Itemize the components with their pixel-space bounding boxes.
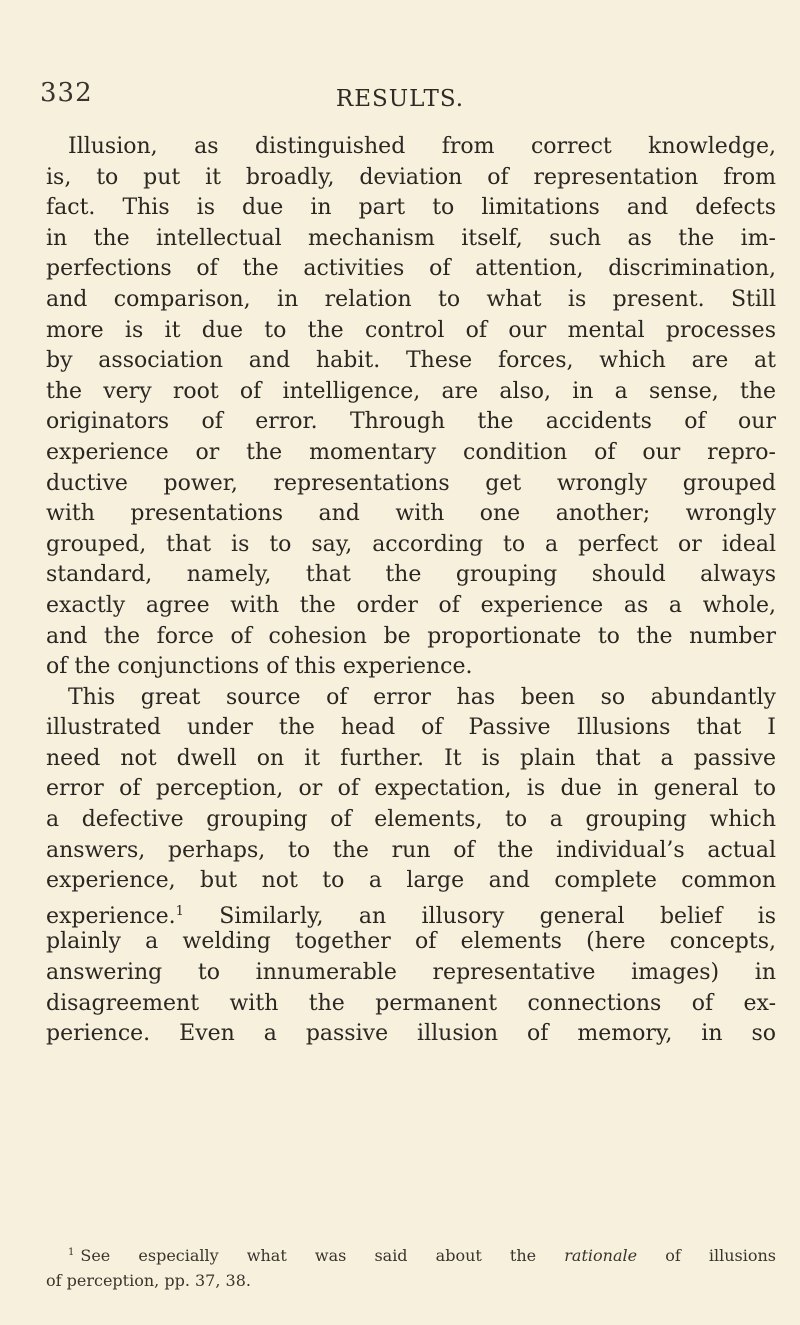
- text-line: experience or the momentary condition of our repro-: [46, 439, 776, 465]
- text-line: illustrated under the head of Passive Illusions that I: [46, 715, 776, 741]
- text-line: disagreement with the permanent connections of ex-: [46, 990, 776, 1016]
- text-line: plainly a welding together of elements (here concepts,: [46, 929, 776, 955]
- text-line: ductive power, representations get wrongly grouped: [46, 470, 776, 496]
- text-line: answering to innumerable representative images) in: [46, 960, 776, 986]
- running-head: RESULTS.: [335, 86, 465, 112]
- footnote-ref: 1: [68, 1247, 75, 1258]
- text-line: standard, namely, that the grouping should always: [46, 562, 776, 588]
- footnotes: [46, 1240, 776, 1293]
- footnote-text: of illusions: [665, 1246, 776, 1265]
- footnote-line: of perception, pp. 37, 38.: [46, 1271, 251, 1290]
- footnote-italic-term: rationale: [564, 1246, 638, 1265]
- text-line: perience. Even a passive illusion of memory, in so: [46, 1021, 776, 1047]
- text-line: by association and habit. These forces, which are at: [46, 348, 776, 374]
- text-line: need not dwell on it further. It is plain that a passive: [46, 745, 776, 771]
- page-number: 332: [40, 78, 93, 108]
- text-line: a defective grouping of elements, to a grouping which: [46, 807, 776, 833]
- text-segment: experience.: [46, 903, 176, 929]
- text-line: in the intellectual mechanism itself, such as the im-: [46, 225, 776, 251]
- text-line: error of perception, or of expectation, is due in general to: [46, 776, 776, 802]
- text-line: and comparison, in relation to what is present. Still: [46, 286, 776, 312]
- footnote-text: See especially what was said about the: [80, 1246, 537, 1265]
- text-line: grouped, that is to say, according to a perfect or ideal: [46, 531, 776, 557]
- body-text: [46, 132, 776, 1050]
- text-line: experience, but not to a large and complete common: [46, 868, 776, 894]
- footnote-line: [46, 1240, 776, 1268]
- text-line: the very root of intelligence, are also, in a sense, the: [46, 378, 776, 404]
- footnote-mark: 1: [175, 903, 184, 919]
- text-line: more is it due to the control of our mental processes: [46, 317, 776, 343]
- text-line: is, to put it broadly, deviation of representation from: [46, 164, 776, 190]
- text-line: of the conjunctions of this experience.: [46, 654, 473, 680]
- text-segment: Similarly, an illusory general belief is: [219, 903, 776, 929]
- text-line: fact. This is due in part to limitations and defects: [46, 195, 776, 221]
- text-line: originators of error. Through the accidents of our: [46, 409, 776, 435]
- text-line: and the force of cohesion be proportionate to the number: [46, 623, 776, 649]
- text-line: Illusion, as distinguished from correct knowledge,: [68, 134, 776, 159]
- text-line: This great source of error has been so abundantly: [68, 684, 776, 710]
- text-line: perfections of the activities of attention, discrimination,: [46, 256, 776, 282]
- text-line: answers, perhaps, to the run of the individual’s actual: [46, 837, 776, 863]
- text-line: with presentations and with one another; wrongly: [46, 501, 776, 527]
- text-line-with-footnote: [46, 897, 776, 928]
- text-line: exactly agree with the order of experience as a whole,: [46, 592, 776, 618]
